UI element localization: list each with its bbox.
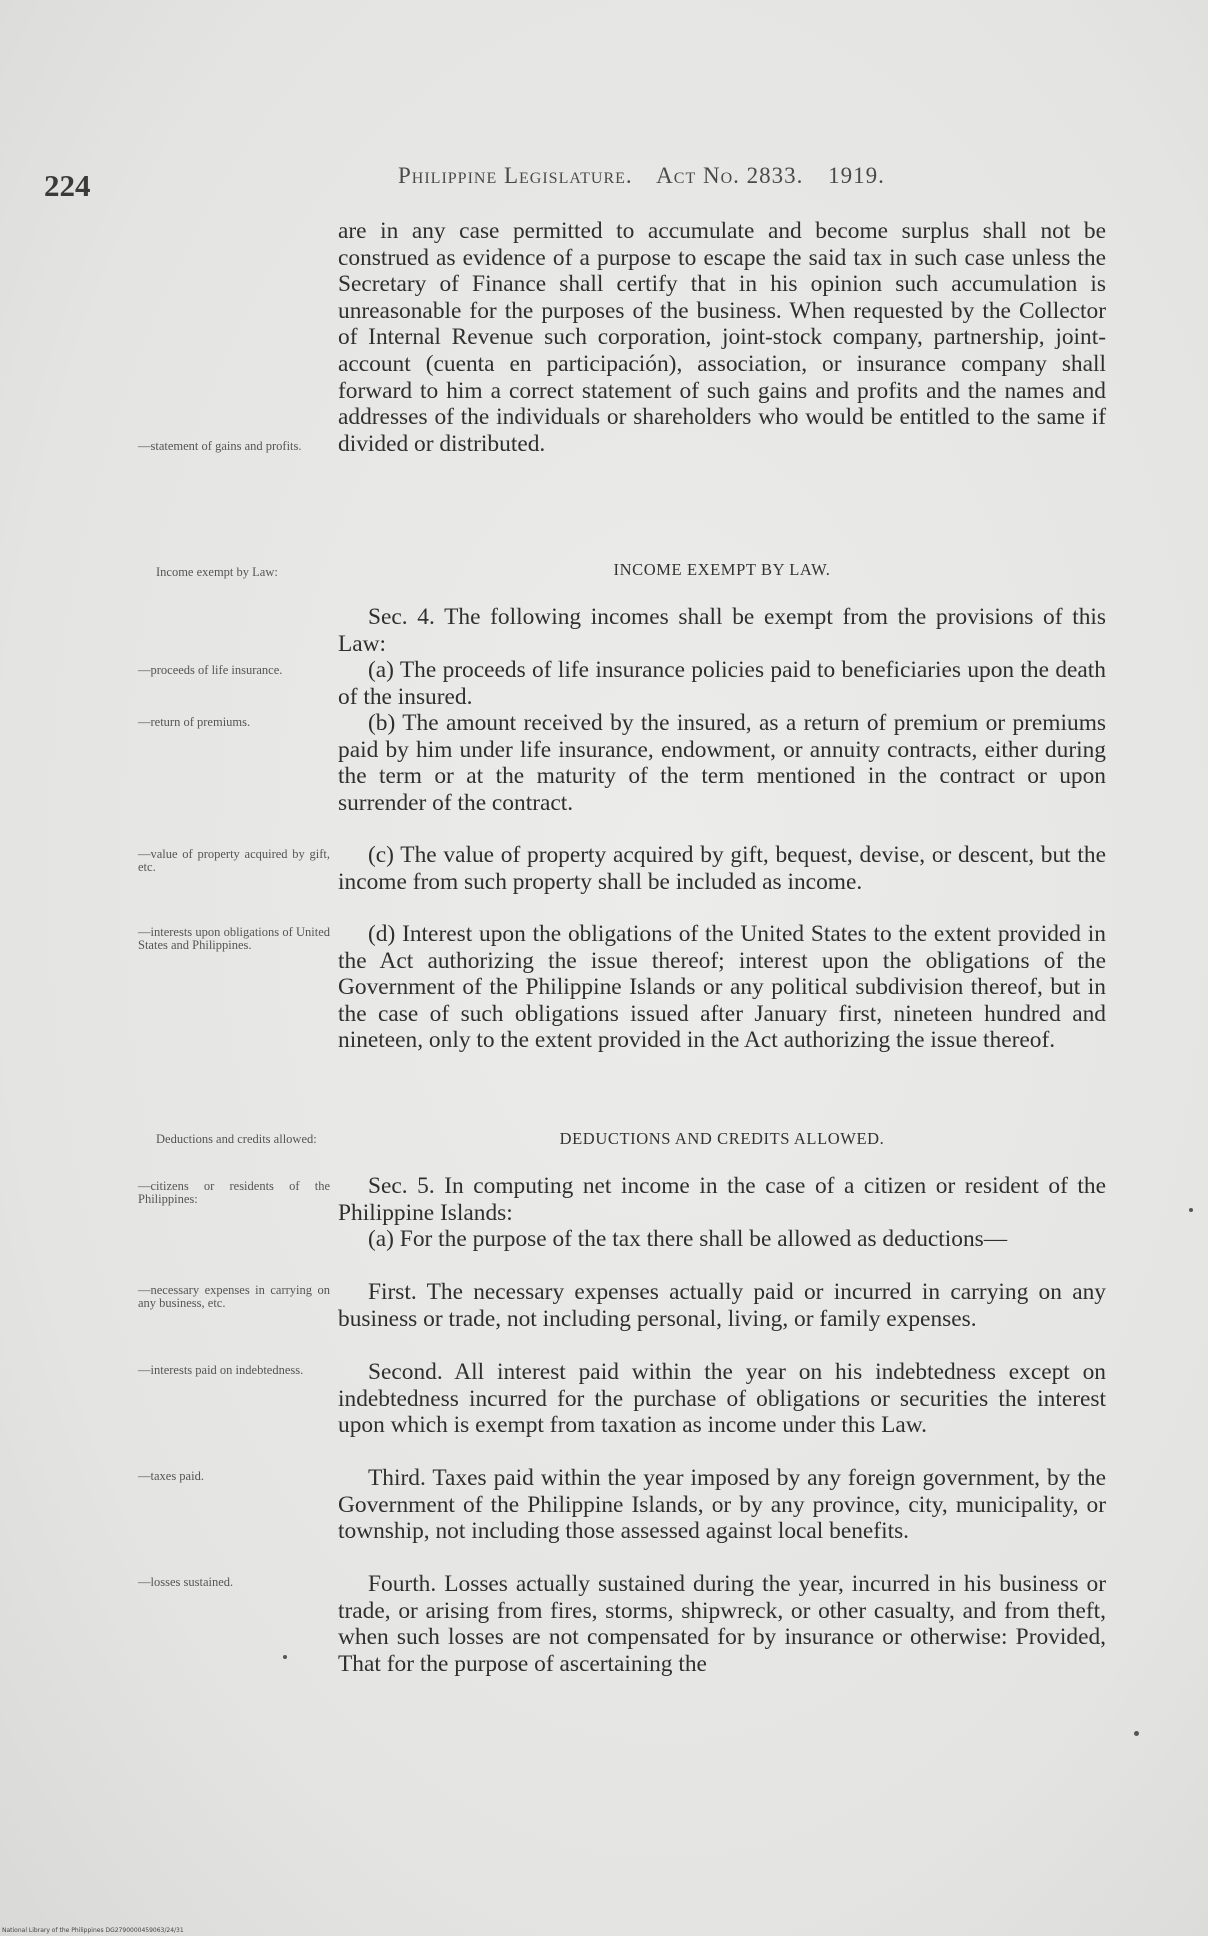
- margin-note-interest: —interests paid on indebtedness.: [138, 1363, 304, 1377]
- paragraph-sec-5: Sec. 5. In computing net income in the case of a citizen or resident of the Philippine Islands:: [338, 1173, 1106, 1226]
- margin-note-deductions: Deductions and credits allowed:: [156, 1132, 317, 1146]
- margin-note-obligations: —interests upon obligations of United States and Philippines.: [138, 925, 330, 952]
- library-footer: National Library of the Philippines DG2790000459063/24/31: [2, 1927, 184, 1934]
- heading-income-exempt: INCOME EXEMPT BY LAW.: [613, 560, 831, 579]
- scan-speck: [1189, 1208, 1193, 1212]
- running-head-year: 1919.: [828, 163, 885, 188]
- paragraph-4d: (d) Interest upon the obligations of the United States to the extent provided in the Act authorizing the issue thereof; interest upon the obligations of the Government of the Philippine Islands or any political subdivision thereof, but in the case of such obligations issued after January first, nineteen hundred and nineteen, only to the extent provided in the Act authorizing the issue thereof.: [338, 921, 1106, 1054]
- paragraph-third: Third. Taxes paid within the year imposed by any foreign government, by the Government of the Philippine Islands, or by any province, city, municipality, or township, not including those assessed against local benefits.: [338, 1465, 1106, 1545]
- paragraph-4b: (b) The amount received by the insured, as a return of premium or premiums paid by him under life insurance, endowment, or annuity contracts, either during the term or at the maturity of the term mentioned in the contract or upon surrender of the contract.: [338, 710, 1106, 816]
- paragraph-4a: (a) The proceeds of life insurance policies paid to beneficiaries upon the death of the insured.: [338, 657, 1106, 710]
- margin-note-premiums: —return of premiums.: [138, 715, 251, 729]
- paragraph-5a: (a) For the purpose of the tax there shall be allowed as deductions—: [368, 1226, 1008, 1252]
- scan-speck: [283, 1655, 287, 1659]
- running-head: [398, 163, 903, 189]
- margin-note-losses: —losses sustained.: [138, 1575, 234, 1589]
- page-number: 224: [44, 168, 91, 203]
- paragraph-4c: (c) The value of property acquired by gift, bequest, devise, or descent, but the income from such property shall be included as income.: [338, 842, 1106, 895]
- paragraph-sec-4: Sec. 4. The following incomes shall be exempt from the provisions of this Law:: [338, 604, 1106, 657]
- margin-note-citizens: —citizens or residents of the Philippines:: [138, 1179, 330, 1206]
- margin-note-taxes: —taxes paid.: [138, 1469, 204, 1483]
- running-head-act: Act No. 2833.: [656, 163, 804, 188]
- margin-note-income-exempt: Income exempt by Law:: [156, 565, 278, 579]
- scan-speck: [1134, 1731, 1139, 1736]
- margin-note-statement-gains: —statement of gains and profits.: [138, 439, 302, 453]
- running-head-publication: Philippine Legislature.: [398, 163, 633, 188]
- margin-note-property-gift: —value of property acquired by gift, etc.: [138, 847, 330, 874]
- paragraph-first: First. The necessary expenses actually paid or incurred in carrying on any business or trade, not including personal, living, or family expenses.: [338, 1279, 1106, 1332]
- heading-deductions: DEDUCTIONS AND CREDITS ALLOWED.: [559, 1129, 885, 1148]
- paragraph-continuation: are in any case permitted to accumulate and become surplus shall not be construed as evidence of a purpose to escape the said tax in such case unless the Secretary of Finance shall certify that in his opinion such accumulation is unreasonable for the purposes of the business. When requested by the Collector of Internal Revenue such corporation, joint-stock company, partnership, joint-account (cuenta en participación), association, or insurance company shall forward to him a correct statement of such gains and profits and the names and addresses of the individuals or shareholders who would be entitled to the same if divided or distributed.: [338, 218, 1106, 457]
- paragraph-second: Second. All interest paid within the year on his indebtedness except on indebtedness incurred for the purchase of obligations or securities the interest upon which is exempt from taxation as income under this Law.: [338, 1359, 1106, 1439]
- paragraph-fourth: Fourth. Losses actually sustained during the year, incurred in his business or trade, or arising from fires, storms, shipwreck, or other casualty, and from theft, when such losses are not compensated for by insurance or otherwise: Provided, That for the purpose of ascertaining the: [338, 1571, 1106, 1677]
- margin-note-life-insurance: —proceeds of life insurance.: [138, 663, 283, 677]
- margin-note-expenses: —necessary expenses in carrying on any business, etc.: [138, 1283, 330, 1310]
